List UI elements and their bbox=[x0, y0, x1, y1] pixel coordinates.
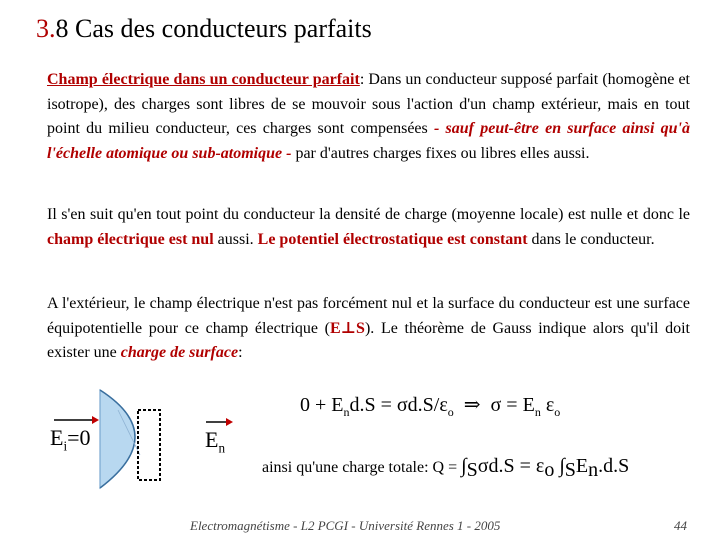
section-subnumber: 8 bbox=[55, 14, 69, 43]
p2-red1: champ électrique est nul bbox=[47, 230, 214, 248]
paragraph-conductor-field bbox=[47, 68, 690, 166]
eq1-part-c: ⇒ σ = E bbox=[453, 394, 535, 416]
p1-text1: : Dans un conducteur supposé parfait (homogène et isotrope), des charges sont libres de se mouvoir sous l'action d'un champ extérieur, mais en tout point du milieu conducteur, ces charges sont compensées bbox=[47, 71, 690, 137]
p2-text3: dans le conducteur. bbox=[527, 230, 655, 248]
equation-surface-charge bbox=[300, 392, 560, 420]
paragraph-exterior bbox=[47, 292, 690, 366]
ei-arrowhead bbox=[92, 416, 99, 424]
p3-text3: : bbox=[238, 344, 243, 361]
label-inner-field bbox=[50, 425, 91, 454]
p3-text1: A l'extérieur, le champ électrique n'est pas forcément nul et la surface du conducteur est une surface équipotentielle pour ce champ électrique ( bbox=[47, 295, 690, 337]
eq2-sub-b: o bbox=[544, 459, 555, 482]
p1-text2: par d'autres charges fixes ou libres elles aussi. bbox=[291, 144, 590, 162]
equation-total-charge bbox=[262, 455, 629, 482]
eq2-integral1: ∫ bbox=[461, 455, 467, 477]
p3-text2: ). Le théorème de Gauss indique alors qu'il doit exister une bbox=[47, 319, 691, 361]
eq2-integral2: ∫ bbox=[554, 455, 565, 477]
paragraph-null-field bbox=[47, 203, 690, 252]
p2-red2: Le potentiel électrostatique est constant bbox=[257, 230, 528, 248]
title-text: Cas des conducteurs parfaits bbox=[68, 14, 372, 43]
footer-text: Electromagnétisme - L2 PCGI - Université Rennes 1 - 2005 bbox=[190, 518, 501, 533]
ei-sub: i bbox=[63, 438, 68, 454]
en-symbol: E bbox=[205, 427, 219, 452]
p2-text2: aussi. bbox=[213, 230, 258, 248]
gauss-surface bbox=[138, 410, 160, 480]
eq2-int2-sub: S bbox=[564, 459, 576, 482]
eq2-part-d: .d.S bbox=[598, 455, 630, 477]
eq1-sub-b: o bbox=[447, 405, 454, 419]
eq1-part-d: ε bbox=[540, 394, 555, 416]
en-sub: n bbox=[218, 440, 226, 456]
eq1-part-a: 0 + E bbox=[300, 394, 344, 416]
eq1-sub-c: n bbox=[534, 405, 541, 419]
eq2-int1-sub: S bbox=[466, 459, 478, 482]
eq1-part-b: d.S = σd.S/ε bbox=[349, 394, 448, 416]
eq1-sub-d: o bbox=[554, 405, 561, 419]
p2-text1: Il s'en suit qu'en tout point du conducteur la densité de charge (moyenne locale) est nulle et donc le bbox=[47, 206, 690, 223]
eq2-sub-c: n bbox=[588, 459, 599, 482]
p1-emphasis: - sauf peut-être en surface ainsi qu'à l'échelle atomique ou sub-atomique - bbox=[47, 120, 691, 162]
eq2-part-a: ainsi qu'une charge totale: Q = bbox=[262, 459, 462, 476]
page-number: 44 bbox=[674, 518, 687, 533]
eq2-part-c: E bbox=[575, 455, 589, 477]
label-normal-field bbox=[205, 427, 225, 456]
section-number: 3. bbox=[36, 14, 56, 43]
en-arrowhead bbox=[226, 418, 233, 426]
paragraph-heading: Champ électrique dans un conducteur parfait bbox=[47, 71, 360, 88]
eq2-part-b: σd.S = ε bbox=[477, 455, 545, 477]
eq1-sub-a: n bbox=[343, 405, 350, 419]
p3-red2: charge de surface bbox=[120, 344, 239, 361]
ei-symbol: E bbox=[50, 425, 64, 450]
ei-value: =0 bbox=[67, 425, 91, 450]
slide-title bbox=[36, 14, 372, 44]
p3-red1: E⊥S bbox=[330, 319, 365, 337]
